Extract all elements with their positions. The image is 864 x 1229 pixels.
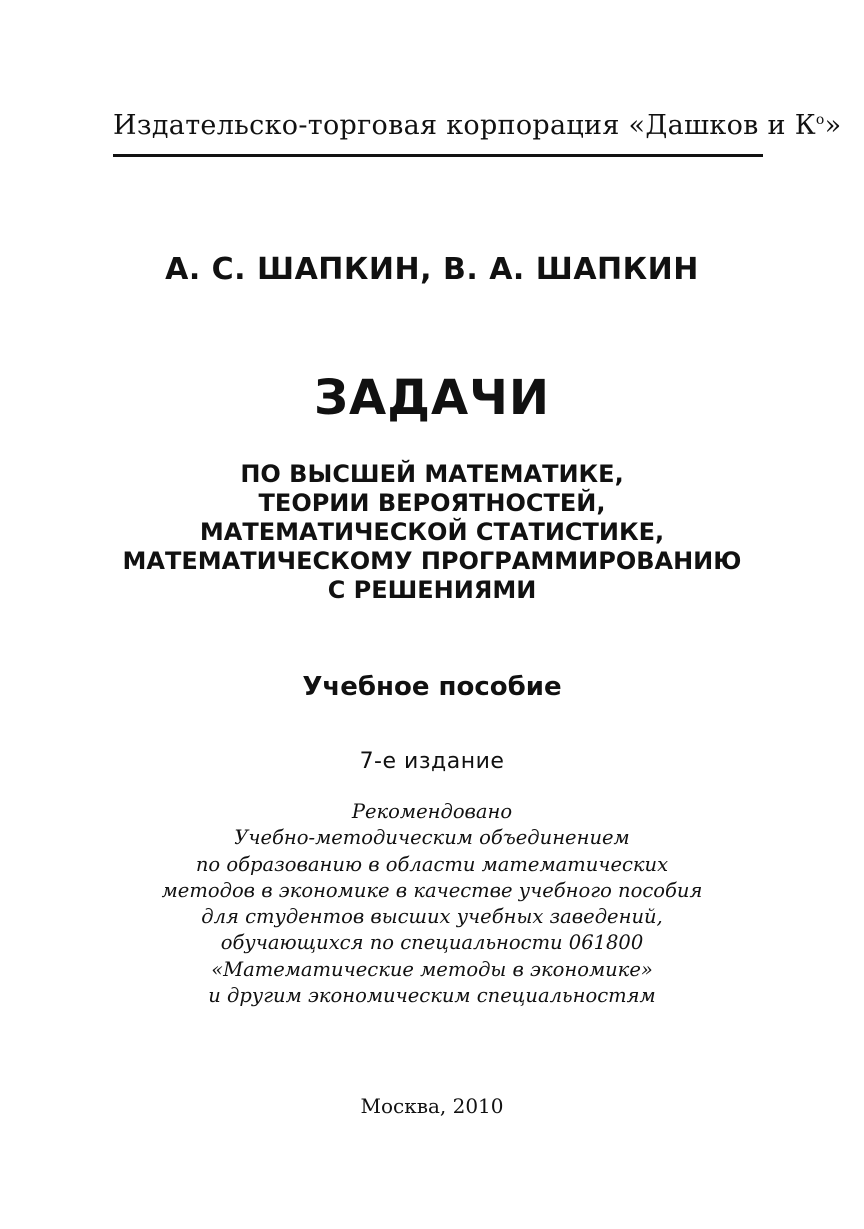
recommendation-line: обучающихся по специальности 061800 <box>220 931 644 955</box>
publisher-line <box>113 110 842 141</box>
subtitle-line: МАТЕМАТИЧЕСКОЙ СТАТИСТИКЕ, <box>199 518 665 546</box>
subtitle-line: С РЕШЕНИЯМИ <box>327 576 537 604</box>
recommendation-line: «Математические методы в экономике» <box>211 957 653 981</box>
publisher-closing-quote: » <box>824 110 842 141</box>
subtitle-line: ПО ВЫСШЕЙ МАТЕМАТИКЕ, <box>240 460 624 488</box>
publisher-superscript: о <box>815 112 825 128</box>
edition: 7-е издание <box>359 749 505 774</box>
recommendation-line: и другим экономическим специальностям <box>208 984 656 1008</box>
recommendation-line: Учебно-методическим объединением <box>234 826 630 850</box>
subtitle-line: ТЕОРИИ ВЕРОЯТНОСТЕЙ, <box>258 489 606 517</box>
recommendation-line: для студентов высших учебных заведений, <box>201 905 663 929</box>
recommendation-line: Рекомендовано <box>351 800 513 823</box>
book-kind: Учебное пособие <box>302 672 562 702</box>
header-rule <box>113 154 763 157</box>
book-subtitle <box>0 460 864 605</box>
recommendation-line: методов в экономике в качестве учебного пособия <box>161 878 703 902</box>
recommendation <box>0 799 864 1009</box>
authors: А. С. ШАПКИН, В. А. ШАПКИН <box>165 252 699 287</box>
imprint: Москва, 2010 <box>360 1094 504 1118</box>
book-title: ЗАДАЧИ <box>313 370 551 426</box>
publisher-name: Издательско-торговая корпорация «Дашков и К <box>113 110 816 141</box>
subtitle-line: МАТЕМАТИЧЕСКОМУ ПРОГРАММИРОВАНИЮ <box>122 547 742 575</box>
recommendation-line: по образованию в области математических <box>195 852 669 876</box>
